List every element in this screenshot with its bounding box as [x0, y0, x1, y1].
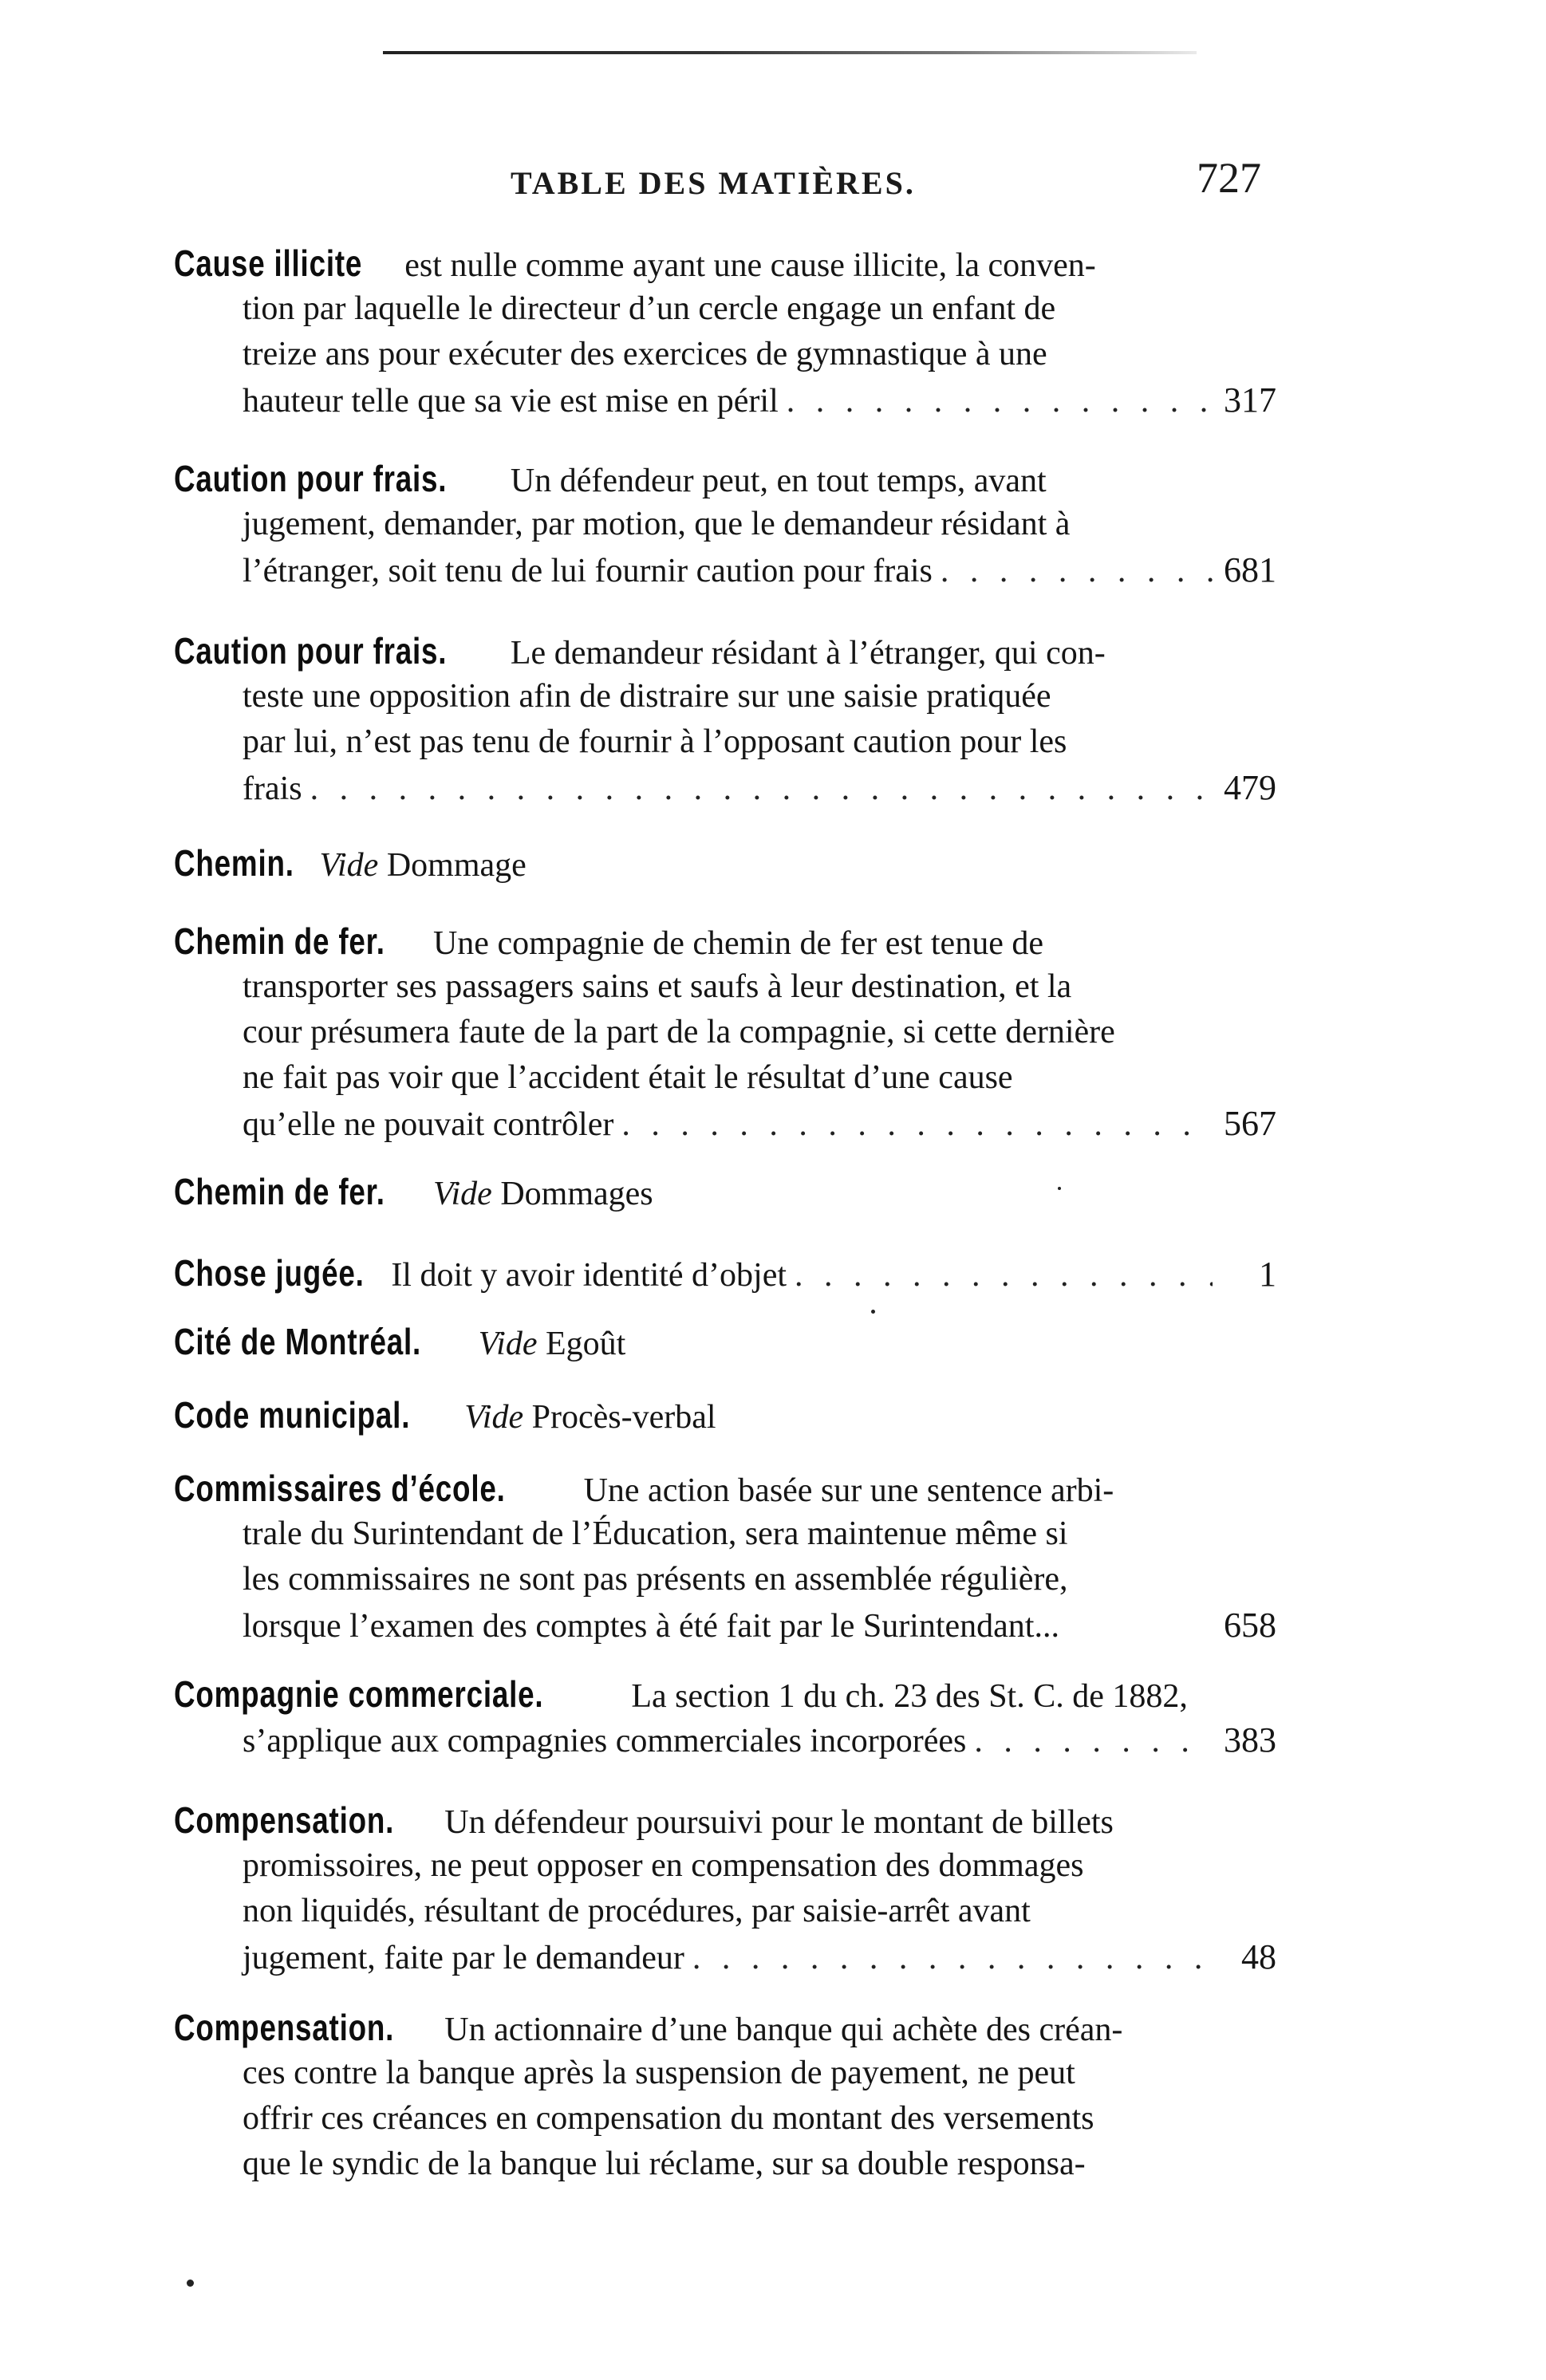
vide-label: Vide	[478, 1326, 538, 1362]
running-head: TABLE DES MATIÈRES.	[511, 165, 916, 201]
entry-heading: Compensation.	[174, 2007, 395, 2048]
entry-line	[243, 1101, 1276, 1146]
vide-label: Vide	[464, 1399, 524, 1436]
entry-text: qu’elle ne pouvait contrôler	[243, 1106, 614, 1143]
entry-text: Un défendeur peut, en tout temps, avant	[510, 463, 1047, 499]
entry-line: jugement, demander, par motion, que le demandeur résidant à	[243, 506, 1071, 542]
cross-reference: Procès-verbal	[531, 1399, 716, 1436]
index-entry	[174, 241, 1276, 423]
page-reference: 1	[1259, 1255, 1276, 1294]
page-reference: 383	[1224, 1720, 1276, 1759]
page-reference: 479	[1224, 768, 1276, 807]
entry-line: non liquidés, résultant de procédures, par saisie-arrêt avant	[243, 1893, 1031, 1929]
entry-line: offrir ces créances en compensation du montant des versements	[243, 2100, 1094, 2137]
page-reference: 48	[1241, 1937, 1276, 1976]
ink-speck	[871, 1310, 875, 1314]
ink-speck	[187, 2280, 194, 2287]
cross-reference: Egoût	[545, 1326, 626, 1362]
index-entry	[174, 1319, 1276, 1365]
entry-line	[243, 1717, 1276, 1763]
index-entry	[174, 1466, 1276, 1648]
entry-line	[243, 377, 1276, 423]
entry-heading: Cause illicite	[174, 242, 363, 284]
entry-text: l’étranger, soit tenu de lui fournir caution pour frais	[243, 553, 933, 589]
index-entry	[174, 1393, 1276, 1438]
entry-heading: Cité de Montréal.	[174, 1321, 422, 1362]
top-rule	[383, 51, 1197, 54]
page-reference: 317	[1224, 380, 1276, 420]
entry-line	[174, 1798, 1276, 1843]
index-entry	[174, 841, 1276, 886]
index-entry	[174, 2005, 1276, 2187]
page-reference: 567	[1224, 1104, 1276, 1143]
entry-text: Un actionnaire d’une banque qui achète des créan-	[444, 2012, 1123, 2048]
cross-reference: Dommage	[386, 847, 527, 884]
entry-heading: Chose jugée.	[174, 1252, 365, 1294]
index-entry	[174, 1251, 1276, 1296]
entry-line	[174, 841, 1276, 886]
index-entry	[174, 919, 1276, 1146]
dot-leader	[621, 1102, 1213, 1148]
entry-heading: Commissaires d’école.	[174, 1468, 506, 1509]
entry-heading: Compagnie commerciale.	[174, 1673, 544, 1715]
entry-text: jugement, faite par le demandeur	[243, 1940, 684, 1976]
entry-text: Une action basée sur une sentence arbi-	[583, 1472, 1114, 1509]
entry-line	[174, 1169, 1276, 1215]
entry-heading: Caution pour frais.	[174, 630, 448, 672]
entry-line: tion par laquelle le directeur d’un cercle engage un enfant de	[243, 290, 1056, 327]
entry-line: ces contre la banque après la suspension de payement, ne peut	[243, 2055, 1075, 2091]
entry-heading: Chemin de fer.	[174, 1171, 385, 1212]
entry-heading: Chemin de fer.	[174, 920, 385, 962]
dot-leader	[692, 1936, 1213, 1981]
index-entry	[174, 456, 1276, 593]
page-reference: 658	[1224, 1606, 1276, 1645]
entry-line	[174, 1251, 1276, 1296]
entry-line	[174, 628, 1276, 674]
entry-text: La section 1 du ch. 23 des St. C. de 1882,	[631, 1678, 1188, 1715]
entry-line: par lui, n’est pas tenu de fournir à l’opposant caution pour les	[243, 723, 1067, 760]
cross-reference: Dommages	[500, 1176, 653, 1212]
ink-speck	[1058, 1187, 1061, 1190]
index-entry	[174, 1798, 1276, 1980]
dot-leader	[310, 766, 1213, 812]
entry-text: Une compagnie de chemin de fer est tenue de	[432, 925, 1043, 962]
entry-line	[243, 765, 1276, 810]
entry-line: ne fait pas voir que l’accident était le résultat d’une cause	[243, 1059, 1013, 1096]
entry-text: Il doit y avoir identité d’objet	[391, 1257, 787, 1294]
entry-line: cour présumera faute de la part de la compagnie, si cette dernière	[243, 1014, 1115, 1050]
page-number: 727	[1197, 154, 1261, 202]
page-reference: 681	[1224, 550, 1276, 589]
dot-leader	[974, 1719, 1213, 1764]
entry-line	[174, 2005, 1276, 2051]
dot-leader	[941, 549, 1213, 594]
index-entry	[174, 1672, 1276, 1763]
index-entry	[174, 628, 1276, 810]
dot-leader	[787, 379, 1213, 424]
entry-line: transporter ses passagers sains et saufs à leur destination, et la	[243, 968, 1072, 1005]
entry-text: hauteur telle que sa vie est mise en péril	[243, 383, 779, 420]
entry-line: treize ans pour exécuter des exercices de gymnastique à une	[243, 336, 1047, 372]
entry-text: Le demandeur résidant à l’étranger, qui con-	[510, 635, 1106, 672]
vide-label: Vide	[319, 847, 379, 884]
entry-text: frais	[243, 770, 302, 807]
dot-leader	[795, 1253, 1213, 1298]
entry-line	[243, 547, 1276, 593]
entry-line	[243, 1934, 1276, 1980]
entry-line: trale du Surintendant de l’Éducation, sera maintenue même si	[243, 1515, 1068, 1552]
entry-heading: Chemin.	[174, 842, 294, 884]
entry-text: lorsque l’examen des comptes à été fait par le Surintendant...	[243, 1608, 1059, 1645]
index-entry	[174, 1169, 1276, 1215]
entry-heading: Compensation.	[174, 1799, 395, 1841]
entry-line	[174, 1466, 1276, 1511]
entry-line	[174, 919, 1276, 964]
entry-text: s’applique aux compagnies commerciales incorporées	[243, 1723, 967, 1759]
entry-line: que le syndic de la banque lui réclame, sur sa double responsa-	[243, 2146, 1086, 2182]
entry-heading: Code municipal.	[174, 1394, 411, 1436]
entry-line	[174, 456, 1276, 502]
entry-line: les commissaires ne sont pas présents en assemblée régulière,	[243, 1561, 1068, 1598]
entry-line	[243, 1602, 1276, 1648]
entry-line	[174, 1393, 1276, 1438]
entry-line: teste une opposition afin de distraire sur une saisie pratiquée	[243, 678, 1051, 715]
entry-line: promissoires, ne peut opposer en compensation des dommages	[243, 1847, 1084, 1884]
entry-text: est nulle comme ayant une cause illicite, la conven-	[404, 247, 1096, 284]
entry-line	[174, 241, 1276, 286]
vide-label: Vide	[432, 1176, 492, 1212]
entry-line	[174, 1319, 1276, 1365]
entry-line	[174, 1672, 1276, 1717]
entry-heading: Caution pour frais.	[174, 458, 448, 499]
entry-text: Un défendeur poursuivi pour le montant de billets	[444, 1804, 1114, 1841]
